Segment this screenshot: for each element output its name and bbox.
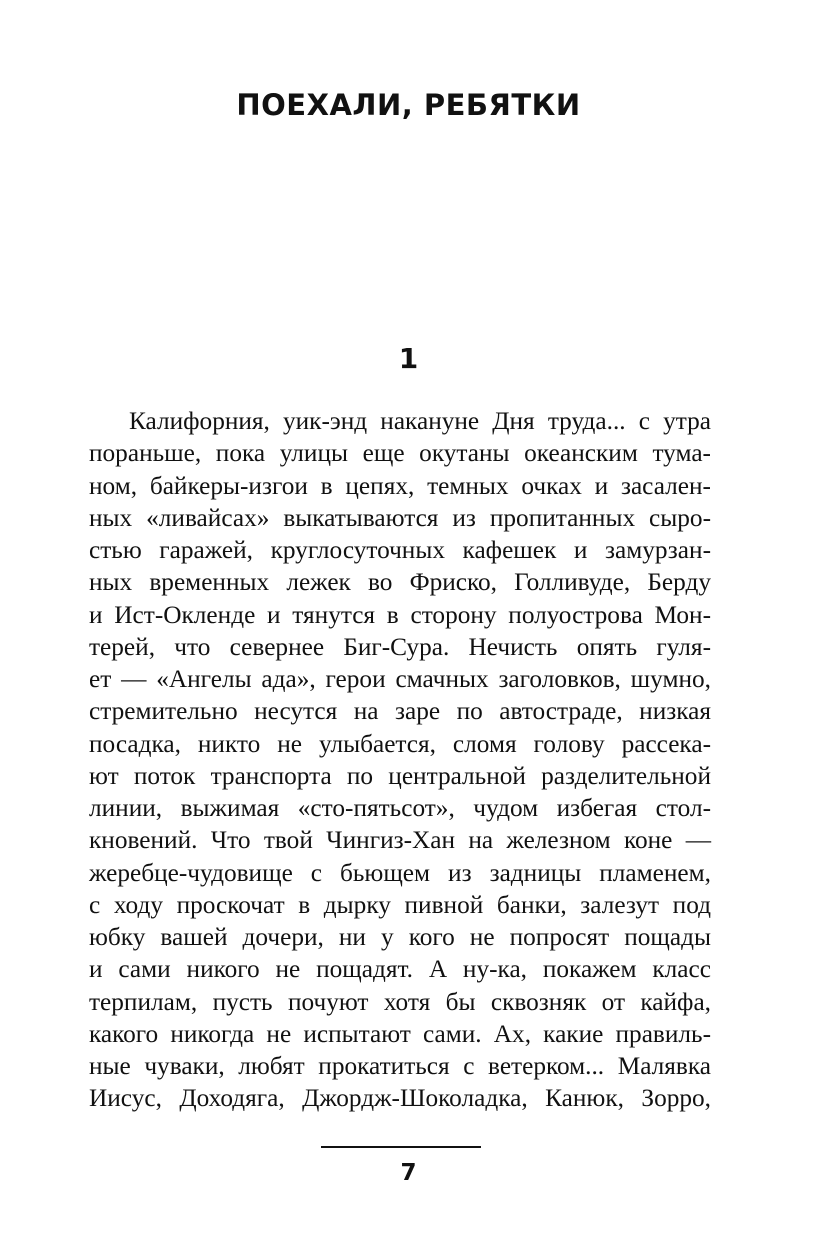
text-line: и сами никого не пощадят. А ну-ка, покажем класс <box>89 955 711 984</box>
text-line: ет — «Ангелы ада», герои смачных заголовков, шумно, <box>89 665 711 693</box>
text-line: линии, выжимая «сто-пятьсот», чудом избегая стол- <box>89 794 711 822</box>
text-line: стью гаражей, круглосуточных кафешек и замурзан- <box>89 536 711 564</box>
text-line: жеребце-чудовище с бьющем из задницы пламенем, <box>89 858 711 887</box>
footer-divider <box>321 1146 481 1148</box>
text-line: юбку вашей дочери, ни у кого не попросят пощады <box>89 923 711 951</box>
text-line: посадка, никто не улыбается, сломя голову рассека- <box>89 729 711 758</box>
section-number: 1 <box>398 342 419 375</box>
text-line: терей, что севернее Биг-Сура. Нечисть опять гуля- <box>89 632 711 661</box>
chapter-title: ПОЕХАЛИ, РЕБЯТКИ <box>236 88 581 122</box>
text-line: с ходу проскочат в дырку пивной банки, залезут под <box>89 890 711 919</box>
body-paragraph <box>89 405 711 1115</box>
text-line: кновений. Что твой Чингиз-Хан на железном коне — <box>89 826 711 855</box>
text-line: ных «ливайсах» выкатываются из пропитанных сыро- <box>89 503 711 532</box>
text-line: Калифорния, уик-энд накануне Дня труда... с утра <box>129 407 711 435</box>
text-line: ют поток транспорта по центральной разделительной <box>89 761 711 790</box>
text-line: ные чуваки, любят прокатиться с ветерком... Малявка <box>89 1052 711 1080</box>
text-line: пораньше, пока улицы еще окутаны океанским тума- <box>89 439 711 468</box>
text-line: Иисус, Доходяга, Джордж-Шоколадка, Канюк, Зорро, <box>89 1084 711 1113</box>
page-number: 7 <box>400 1160 417 1186</box>
text-line: терпилам, пусть почуют хотя бы сквозняк от кайфа, <box>89 987 711 1016</box>
text-line: и Ист-Окленде и тянутся в сторону полуострова Мон- <box>89 600 711 629</box>
text-line: стремительно несутся на заре по автостраде, низкая <box>89 697 711 726</box>
text-line: какого никогда не испытают сами. Ах, какие правиль- <box>89 1019 711 1048</box>
text-line: ных временных лежек во Фриско, Голливуде, Берду <box>89 568 711 597</box>
text-line: ном, байкеры-изгои в цепях, темных очках и засален- <box>89 471 711 500</box>
